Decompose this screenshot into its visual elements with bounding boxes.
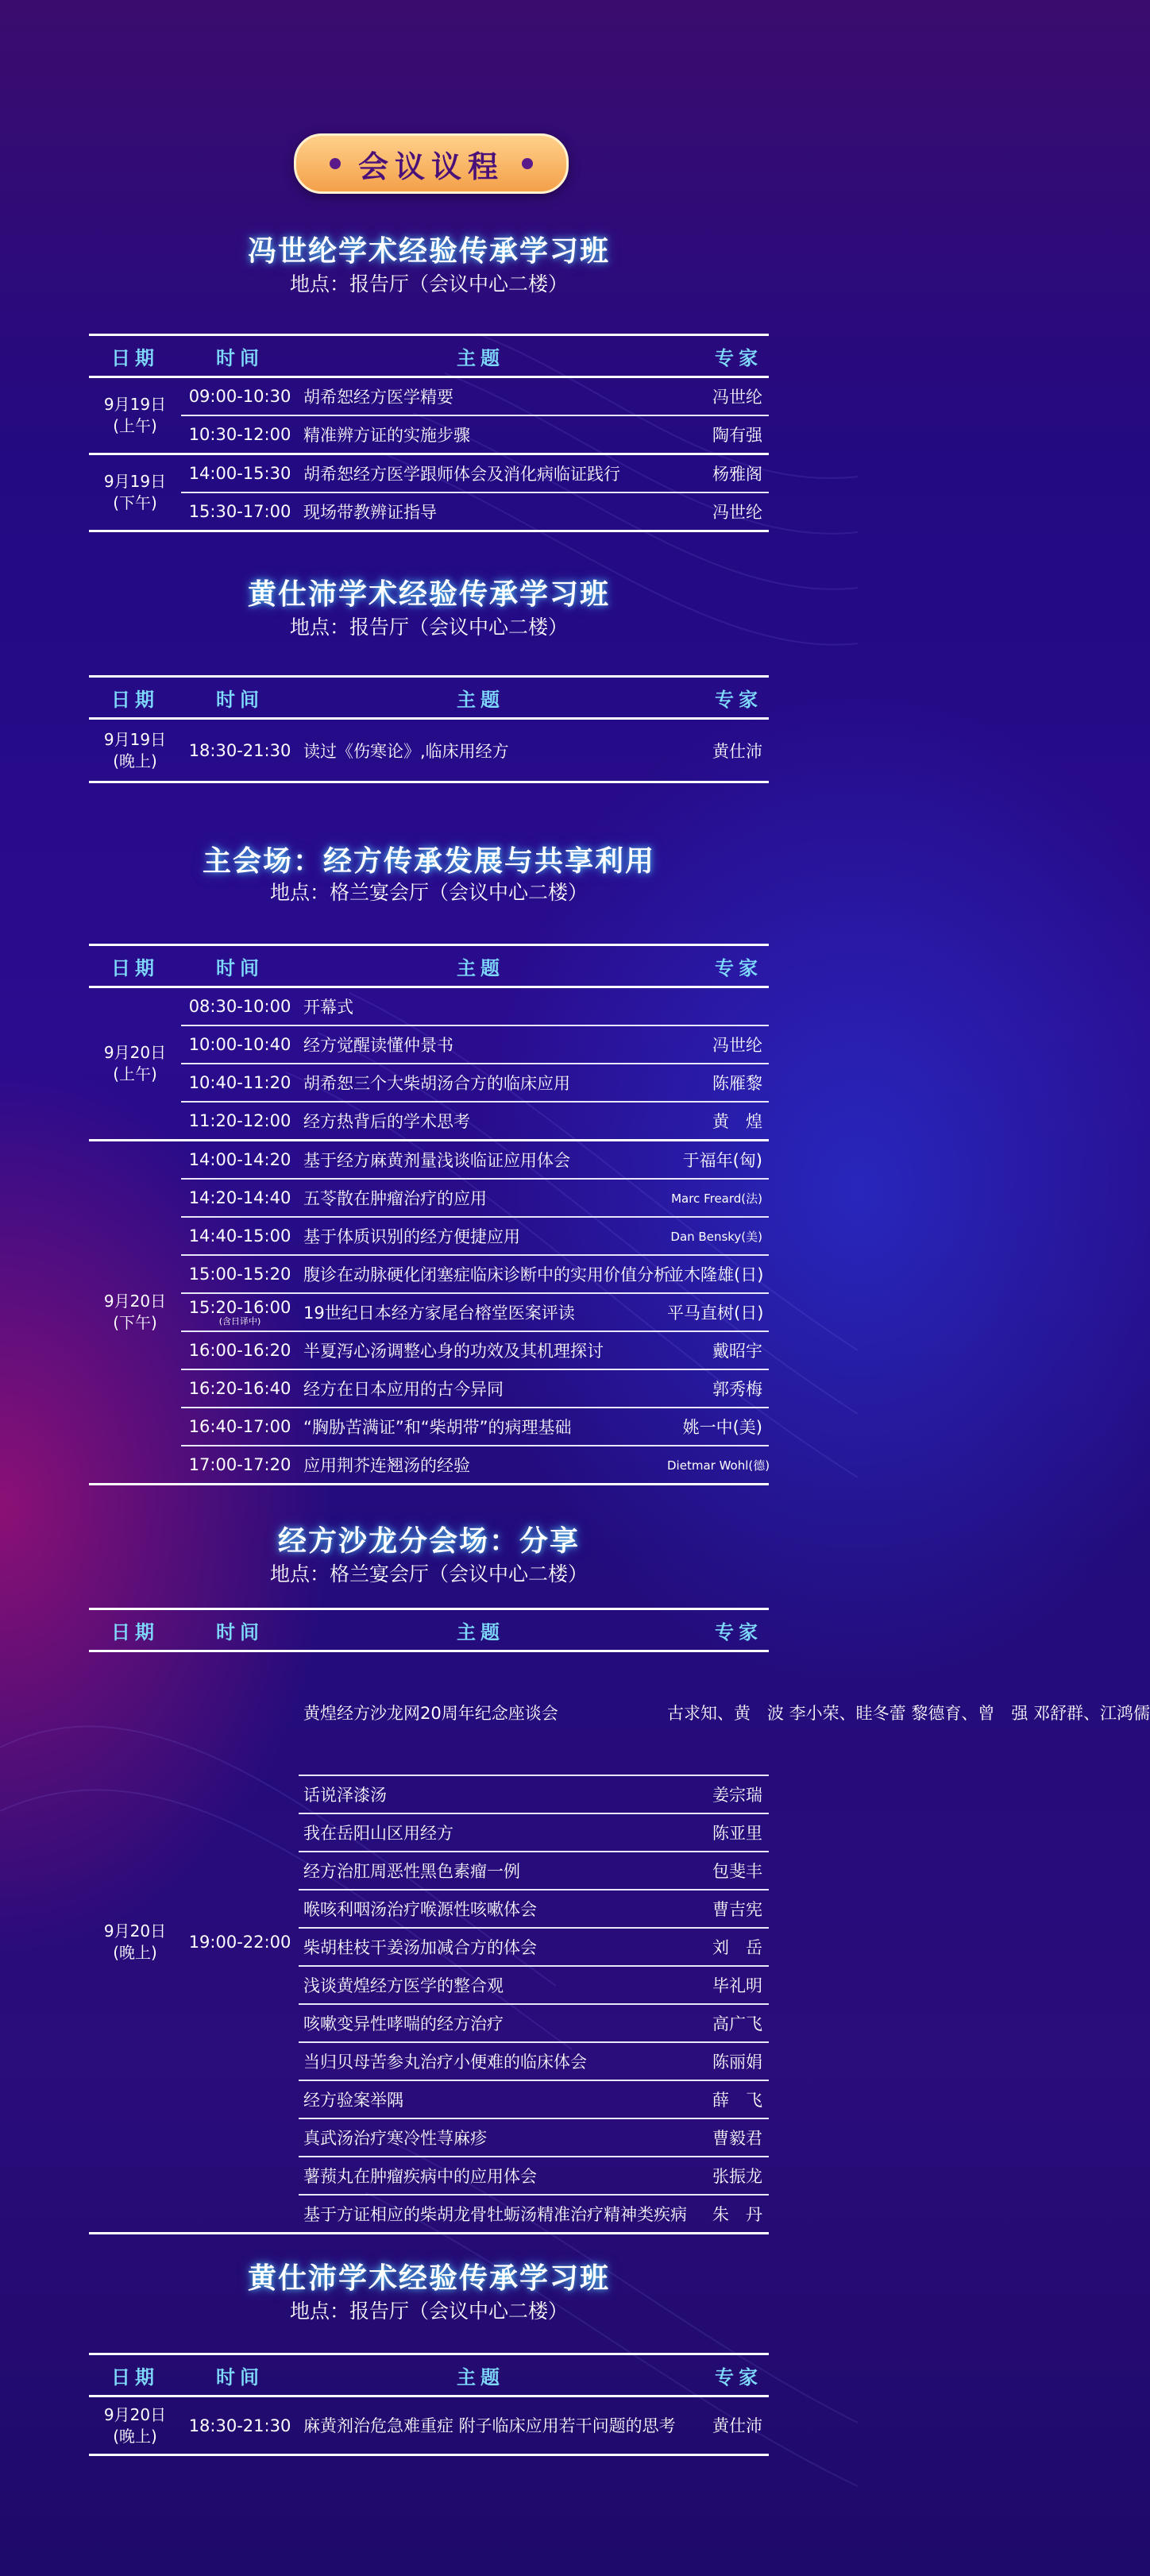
section-title: 黄仕沛学术经验传承学习班 <box>247 2262 610 2295</box>
topic-cell: 经方觉醒读懂仲景书 <box>299 1025 662 1064</box>
time-cell <box>181 1293 299 1331</box>
table-row <box>89 1255 769 1293</box>
expert-cell: 古求知、黄 波 李小荣、眭冬蕾 黎德育、曾 强 邓舒群、江鸿儒 <box>662 1651 769 1775</box>
expert-cell: 黄 煌 <box>662 1102 769 1141</box>
time-text: 10:00-10:40 <box>188 1035 291 1054</box>
schedule-table <box>89 675 769 783</box>
topic-cell: 现场带教辨证指导 <box>299 492 662 531</box>
expert-cell: 毕礼明 <box>662 1966 769 2004</box>
topic-cell: 我在岳阳山区用经方 <box>299 1813 662 1852</box>
table-row <box>89 719 769 782</box>
table-header-row <box>89 335 769 377</box>
header-topic: 主题 <box>299 1609 662 1651</box>
expert-cell: Marc Freard(法) <box>662 1179 769 1217</box>
topic-cell: 浅谈黄煌经方医学的整合观 <box>299 1966 662 2004</box>
agenda-title-badge <box>294 133 569 194</box>
section-location: 地点：报告厅（会议中心二楼） <box>289 616 568 639</box>
topic-cell: 腹诊在动脉硬化闭塞症临床诊断中的实用价值分析 <box>299 1255 662 1293</box>
expert-cell: 郭秀梅 <box>662 1369 769 1408</box>
expert-cell: 陈雁黎 <box>662 1064 769 1102</box>
topic-cell: 薯蓣丸在肿瘤疾病中的应用体会 <box>299 2157 662 2195</box>
header-expert: 专家 <box>662 945 769 987</box>
table-row <box>89 987 769 1026</box>
expert-cell: 朱 丹 <box>662 2195 769 2234</box>
table-row <box>89 415 769 454</box>
topic-cell: 话说泽漆汤 <box>299 1775 662 1813</box>
time-text: 14:40-15:00 <box>188 1226 291 1246</box>
section-location: 地点：格兰宴会厅（会议中心二楼） <box>269 1562 588 1585</box>
date-cell: 9月19日 (晚上) <box>89 719 181 782</box>
bullet-dot-icon <box>522 158 533 169</box>
time-cell <box>181 1446 299 1485</box>
time-text: 09:00-10:30 <box>188 387 291 406</box>
topic-cell: 柴胡桂枝干姜汤加减合方的体会 <box>299 1928 662 1966</box>
time-text: 14:00-14:20 <box>188 1150 291 1169</box>
table-row <box>89 2396 769 2455</box>
time-cell <box>181 719 299 782</box>
table-row <box>89 1408 769 1446</box>
topic-cell: 当归贝母苦参丸治疗小便难的临床体会 <box>299 2042 662 2080</box>
time-cell <box>181 1064 299 1102</box>
agenda-table <box>89 675 769 783</box>
header-date: 日期 <box>89 677 181 719</box>
topic-cell: 应用荆芥连翘汤的经验 <box>299 1446 662 1485</box>
section-title: 经方沙龙分会场：分享 <box>277 1525 580 1558</box>
expert-cell: Dietmar Wohl(德) <box>662 1446 769 1485</box>
expert-cell: 冯世纶 <box>662 1025 769 1064</box>
time-text: 18:30-21:30 <box>188 740 291 760</box>
table-row <box>89 1369 769 1408</box>
table-row <box>89 454 769 493</box>
expert-cell: Dan Bensky(美) <box>662 1217 769 1255</box>
table-row <box>89 1293 769 1331</box>
expert-cell: 冯世纶 <box>662 492 769 531</box>
header-time: 时间 <box>181 677 299 719</box>
header-topic: 主题 <box>299 335 662 377</box>
expert-cell: 张振龙 <box>662 2157 769 2195</box>
header-date: 日期 <box>89 335 181 377</box>
expert-cell: 陶有强 <box>662 415 769 454</box>
time-cell <box>181 1025 299 1064</box>
topic-cell: 19世纪日本经方家尾台榕堂医案评读 <box>299 1293 662 1331</box>
expert-cell: 陈亚里 <box>662 1813 769 1852</box>
date-cell: 9月19日 (下午) <box>89 454 181 531</box>
expert-cell: 黄仕沛 <box>662 2396 769 2455</box>
header-expert: 专家 <box>662 335 769 377</box>
expert-cell: 于福年(匈) <box>662 1141 769 1180</box>
topic-cell: 开幕式 <box>299 987 662 1026</box>
topic-cell: 经方验案举隅 <box>299 2080 662 2118</box>
time-cell: 19:00-22:00 <box>181 1651 299 2234</box>
table-row <box>89 1141 769 1180</box>
agenda-table <box>89 944 769 1485</box>
agenda-title: 会议议程 <box>357 149 504 184</box>
time-cell <box>181 1141 299 1180</box>
date-cell: 9月19日 (上午) <box>89 377 181 454</box>
table-header-row <box>89 1609 769 1651</box>
header-date: 日期 <box>89 945 181 987</box>
schedule-table <box>89 2353 769 2456</box>
time-cell <box>181 415 299 454</box>
agenda-table <box>89 1608 1150 2234</box>
date-cell: 9月20日 (晚上) <box>89 1651 181 2234</box>
header-topic: 主题 <box>299 945 662 987</box>
header-expert: 专家 <box>662 1609 769 1651</box>
time-cell <box>181 454 299 493</box>
expert-cell: 戴昭宇 <box>662 1331 769 1369</box>
topic-cell: 半夏泻心汤调整心身的功效及其机理探讨 <box>299 1331 662 1369</box>
date-cell: 9月20日 (晚上) <box>89 2396 181 2455</box>
time-cell <box>181 2396 299 2455</box>
topic-cell: 五苓散在肿瘤治疗的应用 <box>299 1179 662 1217</box>
header-expert: 专家 <box>662 677 769 719</box>
time-cell <box>181 1217 299 1255</box>
time-text: 15:20-16:00 <box>188 1298 291 1317</box>
topic-cell: 基于体质识别的经方便捷应用 <box>299 1217 662 1255</box>
header-time: 时间 <box>181 945 299 987</box>
time-text: 10:40-11:20 <box>188 1073 291 1092</box>
time-text: 16:00-16:20 <box>188 1341 291 1360</box>
time-text: 11:20-12:00 <box>188 1111 291 1130</box>
topic-cell: 基于方证相应的柴胡龙骨牡蛎汤精准治疗精神类疾病 <box>299 2195 662 2234</box>
expert-cell: 黄仕沛 <box>662 719 769 782</box>
header-time: 时间 <box>181 335 299 377</box>
expert-cell: 陈丽娟 <box>662 2042 769 2080</box>
topic-cell: 胡希恕经方医学跟师体会及消化病临证践行 <box>299 454 662 493</box>
expert-cell: 刘 岳 <box>662 1928 769 1966</box>
header-topic: 主题 <box>299 677 662 719</box>
section-location: 地点：报告厅（会议中心二楼） <box>289 2300 568 2323</box>
time-text: 16:40-17:00 <box>188 1417 291 1436</box>
date-cell: 9月20日 (下午) <box>89 1141 181 1485</box>
header-time: 时间 <box>181 2354 299 2396</box>
time-cell <box>181 1408 299 1446</box>
date-cell: 9月20日 (上午) <box>89 987 181 1141</box>
time-cell <box>181 1369 299 1408</box>
table-row <box>89 1025 769 1064</box>
expert-cell: 薛 飞 <box>662 2080 769 2118</box>
table-row <box>89 1179 769 1217</box>
header-date: 日期 <box>89 2354 181 2396</box>
topic-cell: 经方热背后的学术思考 <box>299 1102 662 1141</box>
topic-cell: 读过《伤寒论》,临床用经方 <box>299 719 662 782</box>
table-row <box>89 1331 769 1369</box>
topic-cell: 经方在日本应用的古今异同 <box>299 1369 662 1408</box>
time-cell <box>181 1102 299 1141</box>
topic-cell: 胡希恕经方医学精要 <box>299 377 662 416</box>
section-title: 冯世纶学术经验传承学习班 <box>247 235 610 268</box>
section-title: 主会场：经方传承发展与共享利用 <box>202 845 655 878</box>
expert-cell: 姜宗瑞 <box>662 1775 769 1813</box>
expert-cell: 並木隆雄(日) <box>662 1255 769 1293</box>
expert-cell: 平马直树(日) <box>662 1293 769 1331</box>
table-row <box>89 1217 769 1255</box>
time-text: 10:30-12:00 <box>188 425 291 444</box>
table-row <box>89 1064 769 1102</box>
section-title: 黄仕沛学术经验传承学习班 <box>247 578 610 611</box>
time-text: 14:20-14:40 <box>188 1188 291 1207</box>
time-text: 16:20-16:40 <box>188 1379 291 1398</box>
expert-cell: 曹毅君 <box>662 2118 769 2157</box>
time-cell <box>181 377 299 416</box>
schedule-table <box>89 1608 1150 2234</box>
header-date: 日期 <box>89 1609 181 1651</box>
table-header-row <box>89 677 769 719</box>
time-text: 15:30-17:00 <box>188 502 291 521</box>
table-row <box>89 377 769 416</box>
expert-cell <box>662 987 769 1026</box>
time-text: 18:30-21:30 <box>188 2416 291 2435</box>
agenda-table <box>89 2353 769 2456</box>
expert-cell: 杨雅阁 <box>662 454 769 493</box>
expert-cell: 包斐丰 <box>662 1852 769 1890</box>
section-location: 地点：报告厅（会议中心二楼） <box>289 272 568 295</box>
table-header-row <box>89 945 769 987</box>
topic-cell: “胸胁苦满证”和“柴胡带”的病理基础 <box>299 1408 662 1446</box>
table-row <box>89 1446 769 1485</box>
header-time: 时间 <box>181 1609 299 1651</box>
topic-cell: 真武汤治疗寒冷性荨麻疹 <box>299 2118 662 2157</box>
time-cell <box>181 987 299 1026</box>
header-topic: 主题 <box>299 2354 662 2396</box>
time-cell <box>181 1331 299 1369</box>
header-expert: 专家 <box>662 2354 769 2396</box>
bullet-dot-icon <box>330 158 341 169</box>
topic-cell: 胡希恕三个大柴胡汤合方的临床应用 <box>299 1064 662 1102</box>
topic-cell: 喉咳利咽汤治疗喉源性咳嗽体会 <box>299 1890 662 1928</box>
schedule-table <box>89 944 769 1485</box>
time-text: 15:00-15:20 <box>188 1265 291 1284</box>
section-location: 地点：格兰宴会厅（会议中心二楼） <box>269 881 588 904</box>
expert-cell: 曹吉宪 <box>662 1890 769 1928</box>
topic-cell: 经方治肛周恶性黑色素瘤一例 <box>299 1852 662 1890</box>
time-cell <box>181 492 299 531</box>
topic-cell: 麻黄剂治危急难重症 附子临床应用若干问题的思考 <box>299 2396 662 2455</box>
topic-cell: 基于经方麻黄剂量浅谈临证应用体会 <box>299 1141 662 1180</box>
expert-cell: 姚一中(美) <box>662 1408 769 1446</box>
topic-cell: 咳嗽变异性哮喘的经方治疗 <box>299 2004 662 2042</box>
expert-cell: 高广飞 <box>662 2004 769 2042</box>
table-row <box>89 1651 769 1775</box>
time-text: 14:00-15:30 <box>188 464 291 483</box>
topic-cell: 黄煌经方沙龙网20周年纪念座谈会 <box>299 1651 662 1775</box>
table-row <box>89 492 769 531</box>
table-header-row <box>89 2354 769 2396</box>
time-cell <box>181 1179 299 1217</box>
agenda-table <box>89 334 769 532</box>
time-text: 08:30-10:00 <box>188 997 291 1016</box>
time-text: 17:00-17:20 <box>188 1455 291 1474</box>
schedule-table <box>89 334 769 532</box>
table-row <box>89 1102 769 1141</box>
time-note: (含日译中) <box>218 1316 261 1327</box>
time-cell <box>181 1255 299 1293</box>
expert-cell: 冯世纶 <box>662 377 769 416</box>
topic-cell: 精准辨方证的实施步骤 <box>299 415 662 454</box>
